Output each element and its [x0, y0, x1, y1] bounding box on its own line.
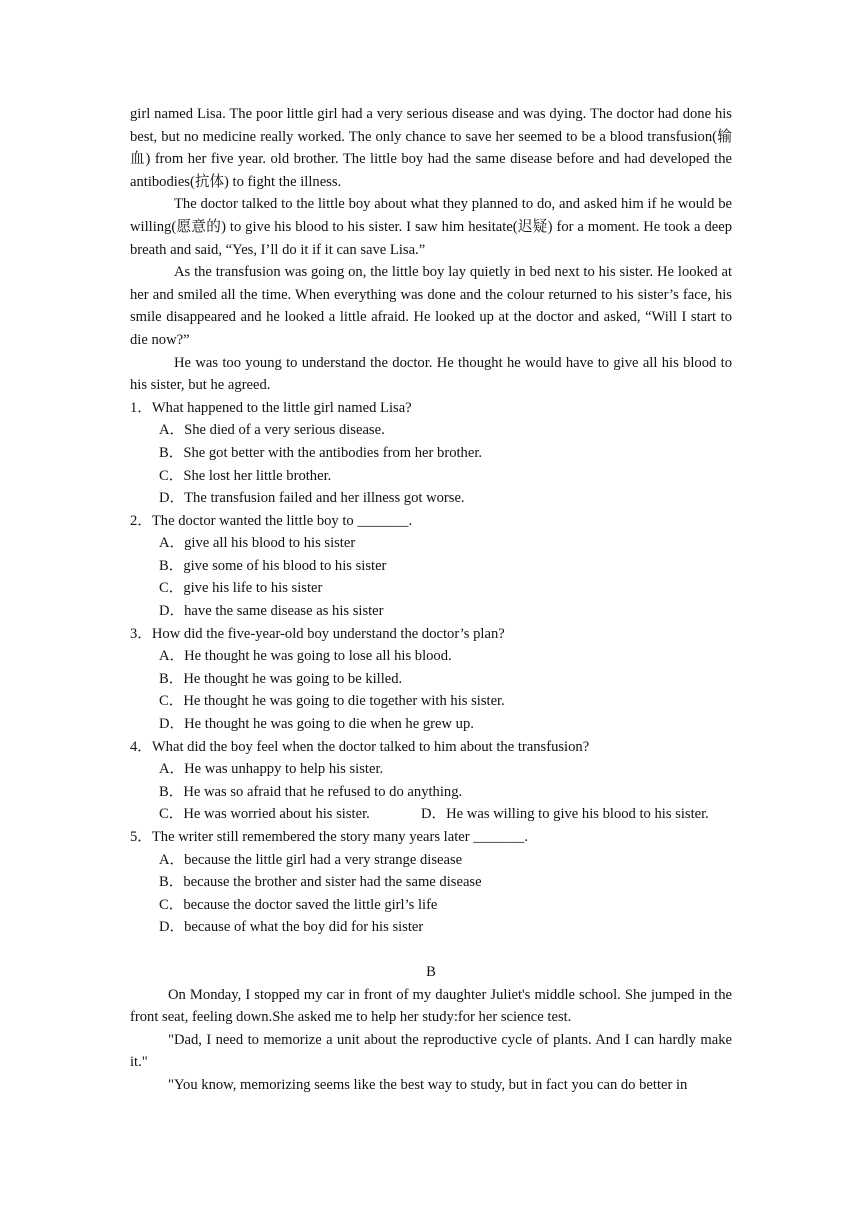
- passage-b-paragraph-2: "Dad, I need to memorize a unit about the reproductive cycle of plants. And I can hardly make it.": [130, 1031, 732, 1071]
- question-4-option-c: C．He was worried about his sister.: [159, 806, 370, 823]
- question-1-option-d: D．The transfusion failed and her illness got worse.: [159, 490, 465, 507]
- passage-a-paragraph-3: As the transfusion was going on, the little boy lay quietly in bed next to his sister. He looked at her and smiled all the time. When everything was done and the colour returned to his sister’s face, his smile disappeared and he looked a little afraid. He looked up at the doctor and asked, “Will I start to die now?”: [130, 264, 732, 348]
- question-2-option-c: C．give his life to his sister: [159, 580, 323, 597]
- question-5-option-a: A．because the little girl had a very strange disease: [159, 851, 463, 868]
- question-1-option-a: A．She died of a very serious disease.: [159, 422, 385, 439]
- passage-a-paragraph-1: girl named Lisa. The poor little girl had a very serious disease and was dying. The doctor had done his best, but no medicine really worked. The only chance to save her seemed to be a blood transfusion(输血) from her five year. old brother. The little boy had the same disease before and had developed the antibodies(抗体) to fight the illness.: [130, 106, 732, 190]
- question-1-stem: 1．What happened to the little girl named Lisa?: [130, 399, 412, 416]
- question-2-option-a: A．give all his blood to his sister: [159, 535, 356, 552]
- question-5-option-c: C．because the doctor saved the little girl’s life: [159, 896, 438, 913]
- question-1-option-c: C．She lost her little brother.: [159, 467, 332, 484]
- question-1-option-b: B．She got better with the antibodies from her brother.: [159, 444, 483, 461]
- question-3-option-b: B．He thought he was going to be killed.: [159, 670, 403, 687]
- passage-b-paragraph-1: On Monday, I stopped my car in front of my daughter Juliet's middle school. She jumped in the front seat, feeling down.She asked me to help her study:for her science test.: [130, 986, 732, 1026]
- passage-a-paragraph-2: The doctor talked to the little boy about what they planned to do, and asked him if he would be willing(愿意的) to give his blood to his sister. I saw him hesitate(迟疑) for a moment. He took a deep breath and said, “Yes, I’ll do it if it can save Lisa.”: [130, 196, 732, 258]
- question-4-stem: 4．What did the boy feel when the doctor talked to him about the transfusion?: [130, 738, 590, 755]
- question-5-stem: 5．The writer still remembered the story many years later _______.: [130, 829, 528, 845]
- question-4-option-a: A．He was unhappy to help his sister.: [159, 761, 384, 778]
- question-2-option-d: D．have the same disease as his sister: [159, 603, 384, 620]
- question-3-option-a: A．He thought he was going to lose all his blood.: [159, 648, 452, 665]
- question-3-option-c: C．He thought he was going to die together with his sister.: [159, 693, 505, 710]
- question-5-option-d: D．because of what the boy did for his sister: [159, 919, 424, 936]
- question-4-option-b: B．He was so afraid that he refused to do anything.: [159, 783, 463, 800]
- passage-b-paragraph-3: "You know, memorizing seems like the best way to study, but in fact you can do better in: [168, 1076, 688, 1093]
- question-3-stem: 3．How did the five-year-old boy understand the doctor’s plan?: [130, 625, 505, 642]
- question-5-option-b: B．because the brother and sister had the same disease: [159, 874, 482, 891]
- question-2-stem: 2．The doctor wanted the little boy to _______.: [130, 512, 413, 529]
- section-b-title: B: [426, 963, 436, 980]
- document-page: [130, 103, 732, 1097]
- question-3-option-d: D．He thought he was going to die when he grew up.: [159, 716, 474, 733]
- question-4-option-d: D．He was willing to give his blood to his sister.: [421, 806, 709, 823]
- question-4-options-cd-row: [159, 803, 732, 826]
- passage-a-paragraph-4: He was too young to understand the doctor. He thought he would have to give all his blood to his sister, but he agreed.: [130, 354, 732, 394]
- question-2-option-b: B．give some of his blood to his sister: [159, 557, 387, 574]
